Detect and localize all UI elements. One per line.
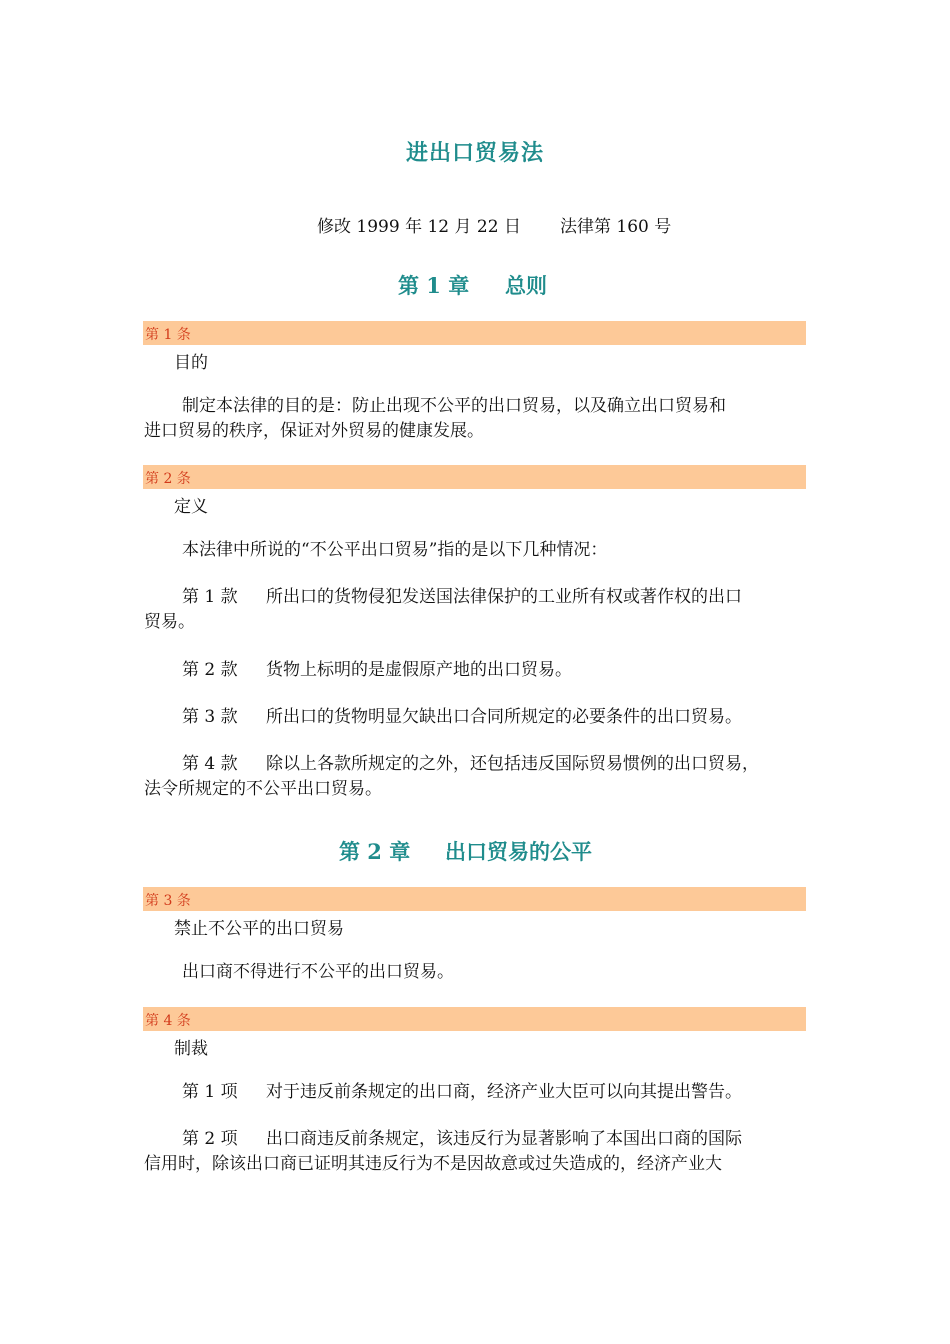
article-1-line-1: 制定本法律的目的是：防止出现不公平的出口贸易，以及确立出口贸易和 [182,396,726,416]
clause-label: 第 2 项 [182,1129,238,1149]
chapter-1-number: 第 1 章 [398,273,470,298]
article-3-bar [143,887,806,911]
article-1-heading: 目的 [174,353,208,373]
article-2-item-3: 第 3 款 所出口的货物明显欠缺出口合同所规定的必要条件的出口贸易。 [144,705,806,730]
article-1-text [144,394,806,444]
article-1-bar [143,321,806,345]
clause-label: 第 1 项 [182,1082,238,1102]
article-2-item-1: 第 1 款 所出口的货物侵犯发送国法律保护的工业所有权或著作权的出口 贸易。 [144,587,742,632]
chapter-2-number: 第 2 章 [339,839,411,864]
article-4-item-2: 第 2 项 出口商违反前条规定，该违反行为显著影响了本国出口商的国际 信用时，除该出口商已证明其违反行为不是因故意或过失造成的，经济产业大 [144,1129,742,1174]
article-4-heading: 制裁 [174,1039,208,1059]
chapter-2-name: 出口贸易的公平 [445,839,592,864]
article-3-heading: 禁止不公平的出口贸易 [174,919,344,939]
clause-label: 第 3 款 [182,707,238,727]
article-2-item-4: 第 4 款 除以上各款所规定的之外，还包括违反国际贸易惯例的出口贸易， 法令所规定的不公平出口贸易。 [144,754,759,799]
article-4-bar [143,1007,806,1031]
article-2-heading: 定义 [174,497,208,517]
article-2-bar [143,465,806,489]
article-2-item-2: 第 2 款 货物上标明的是虚假原产地的出口贸易。 [144,658,806,683]
article-3-label: 第 3 条 [145,893,191,909]
article-4-label: 第 4 条 [145,1013,191,1029]
amendment-date: 修改 1999 年 12 月 22 日 [317,217,521,237]
article-1-label: 第 1 条 [145,327,191,343]
clause-label: 第 4 款 [182,754,238,774]
document-title: 进出口贸易法 [405,140,544,166]
article-3-text: 出口商不得进行不公平的出口贸易。 [182,962,454,982]
law-number: 法律第 160 号 [560,217,672,237]
article-1-line-2: 进口贸易的秩序，保证对外贸易的健康发展。 [144,421,484,441]
article-4-item-1: 第 1 项 对于违反前条规定的出口商，经济产业大臣可以向其提出警告。 [144,1080,806,1105]
clause-label: 第 1 款 [182,587,238,607]
chapter-1-name: 总则 [505,273,547,298]
article-2-label: 第 2 条 [145,471,191,487]
article-2-intro: 本法律中所说的“不公平出口贸易”指的是以下几种情况： [182,540,608,560]
clause-label: 第 2 款 [182,660,238,680]
